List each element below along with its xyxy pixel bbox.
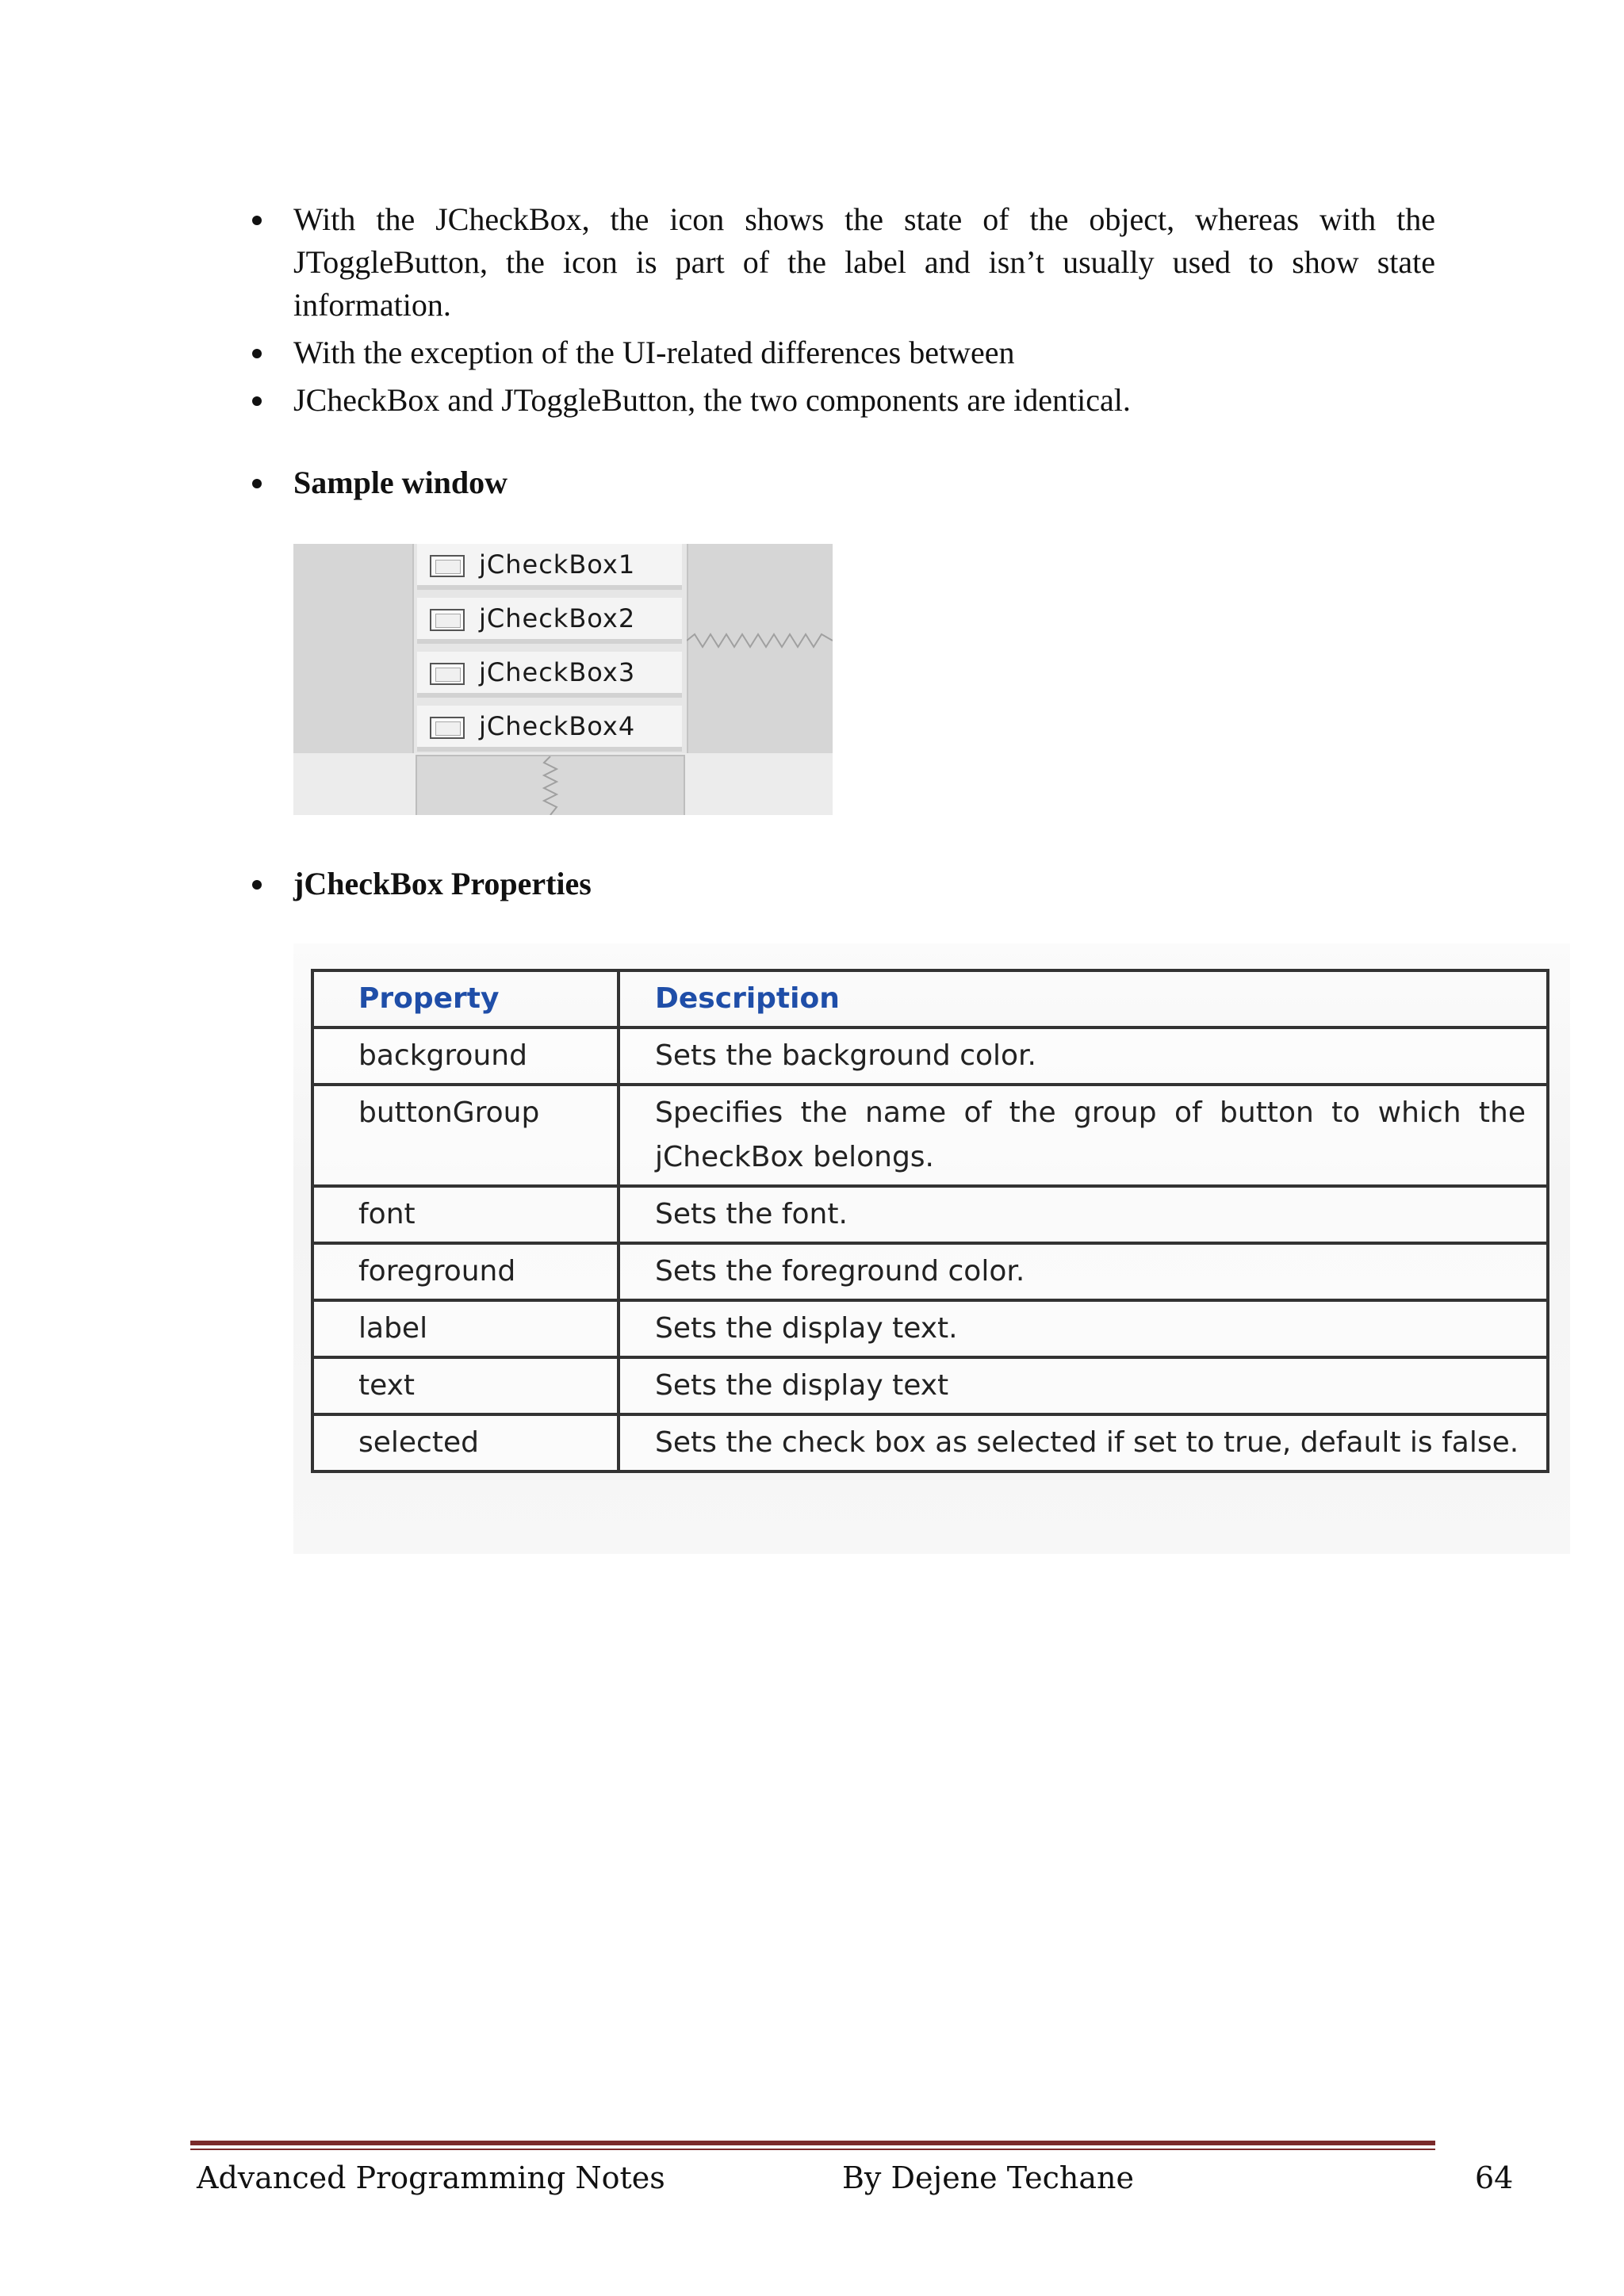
table-row — [312, 1243, 1548, 1300]
checkbox-column — [414, 544, 687, 753]
sample-window-screenshot — [293, 544, 833, 815]
property-cell: font — [312, 1186, 619, 1243]
description-cell: Sets the background color. — [619, 1027, 1548, 1085]
table-row — [312, 1085, 1548, 1186]
bullet-item — [246, 331, 1435, 374]
checkbox-icon[interactable] — [430, 663, 465, 685]
table-header-row — [312, 970, 1548, 1027]
footer-rule-thin — [190, 2149, 1435, 2150]
bullet-dot-icon — [252, 479, 262, 488]
checkbox-label: jCheckBox3 — [479, 657, 636, 687]
bullet-text: With the JCheckBox, the icon shows the state of the object, whereas with the JToggleButton, the icon is part of the label and isn’t usually used to show state information. — [293, 201, 1435, 323]
table-row — [312, 1186, 1548, 1243]
checkbox-label: jCheckBox2 — [479, 603, 636, 633]
checkbox-row[interactable] — [417, 598, 682, 644]
description-cell: Sets the check box as selected if set to true, default is false. — [619, 1414, 1548, 1471]
bullet-list — [246, 198, 1435, 422]
property-cell: foreground — [312, 1243, 619, 1300]
checkbox-icon[interactable] — [430, 609, 465, 631]
footer-rule — [190, 2141, 1435, 2145]
bullet-item — [246, 461, 508, 504]
sample-window-heading-item — [246, 461, 508, 504]
property-cell: buttonGroup — [312, 1085, 619, 1186]
bullet-item — [246, 863, 592, 905]
footer-document-title: Advanced Programming Notes — [197, 2160, 665, 2195]
checkbox-label: jCheckBox4 — [479, 711, 636, 741]
checkbox-row[interactable] — [417, 652, 682, 698]
bullet-dot-icon — [252, 396, 262, 406]
description-cell: Sets the display text — [619, 1357, 1548, 1414]
footer-author: By Dejene Techane — [842, 2160, 1134, 2195]
description-cell: Sets the foreground color. — [619, 1243, 1548, 1300]
description-cell: Specifies the name of the group of button to which the jCheckBox belongs. — [619, 1085, 1548, 1186]
checkbox-row[interactable] — [417, 706, 682, 752]
bullet-item — [246, 198, 1435, 327]
sample-window-heading: Sample window — [293, 465, 508, 500]
bullet-item — [246, 379, 1435, 422]
property-cell: label — [312, 1300, 619, 1357]
property-cell: background — [312, 1027, 619, 1085]
column-header-description: Description — [619, 970, 1548, 1027]
properties-table — [311, 969, 1549, 1473]
checkbox-row[interactable] — [417, 544, 682, 590]
description-cell: Sets the display text. — [619, 1300, 1548, 1357]
bullet-dot-icon — [252, 880, 262, 890]
bullet-text: With the exception of the UI-related differences between — [293, 335, 1015, 370]
properties-heading-item — [246, 863, 592, 905]
property-cell: text — [312, 1357, 619, 1414]
properties-table-image — [293, 943, 1570, 1554]
resize-zigzag-vertical-icon — [541, 756, 560, 815]
bullet-text: JCheckBox and JToggleButton, the two components are identical. — [293, 382, 1131, 418]
column-header-property: Property — [312, 970, 619, 1027]
table-row — [312, 1357, 1548, 1414]
designer-left-panel — [293, 544, 414, 753]
properties-heading: jCheckBox Properties — [293, 866, 592, 901]
property-cell: selected — [312, 1414, 619, 1471]
bullet-dot-icon — [252, 216, 262, 225]
table-row — [312, 1414, 1548, 1471]
table-row — [312, 1027, 1548, 1085]
page-number: 64 — [1475, 2160, 1514, 2195]
table-row — [312, 1300, 1548, 1357]
checkbox-icon[interactable] — [430, 555, 465, 577]
resize-zigzag-horizontal-icon — [687, 631, 833, 650]
description-cell: Sets the font. — [619, 1186, 1548, 1243]
bullet-dot-icon — [252, 349, 262, 358]
checkbox-icon[interactable] — [430, 717, 465, 739]
checkbox-label: jCheckBox1 — [479, 549, 636, 580]
